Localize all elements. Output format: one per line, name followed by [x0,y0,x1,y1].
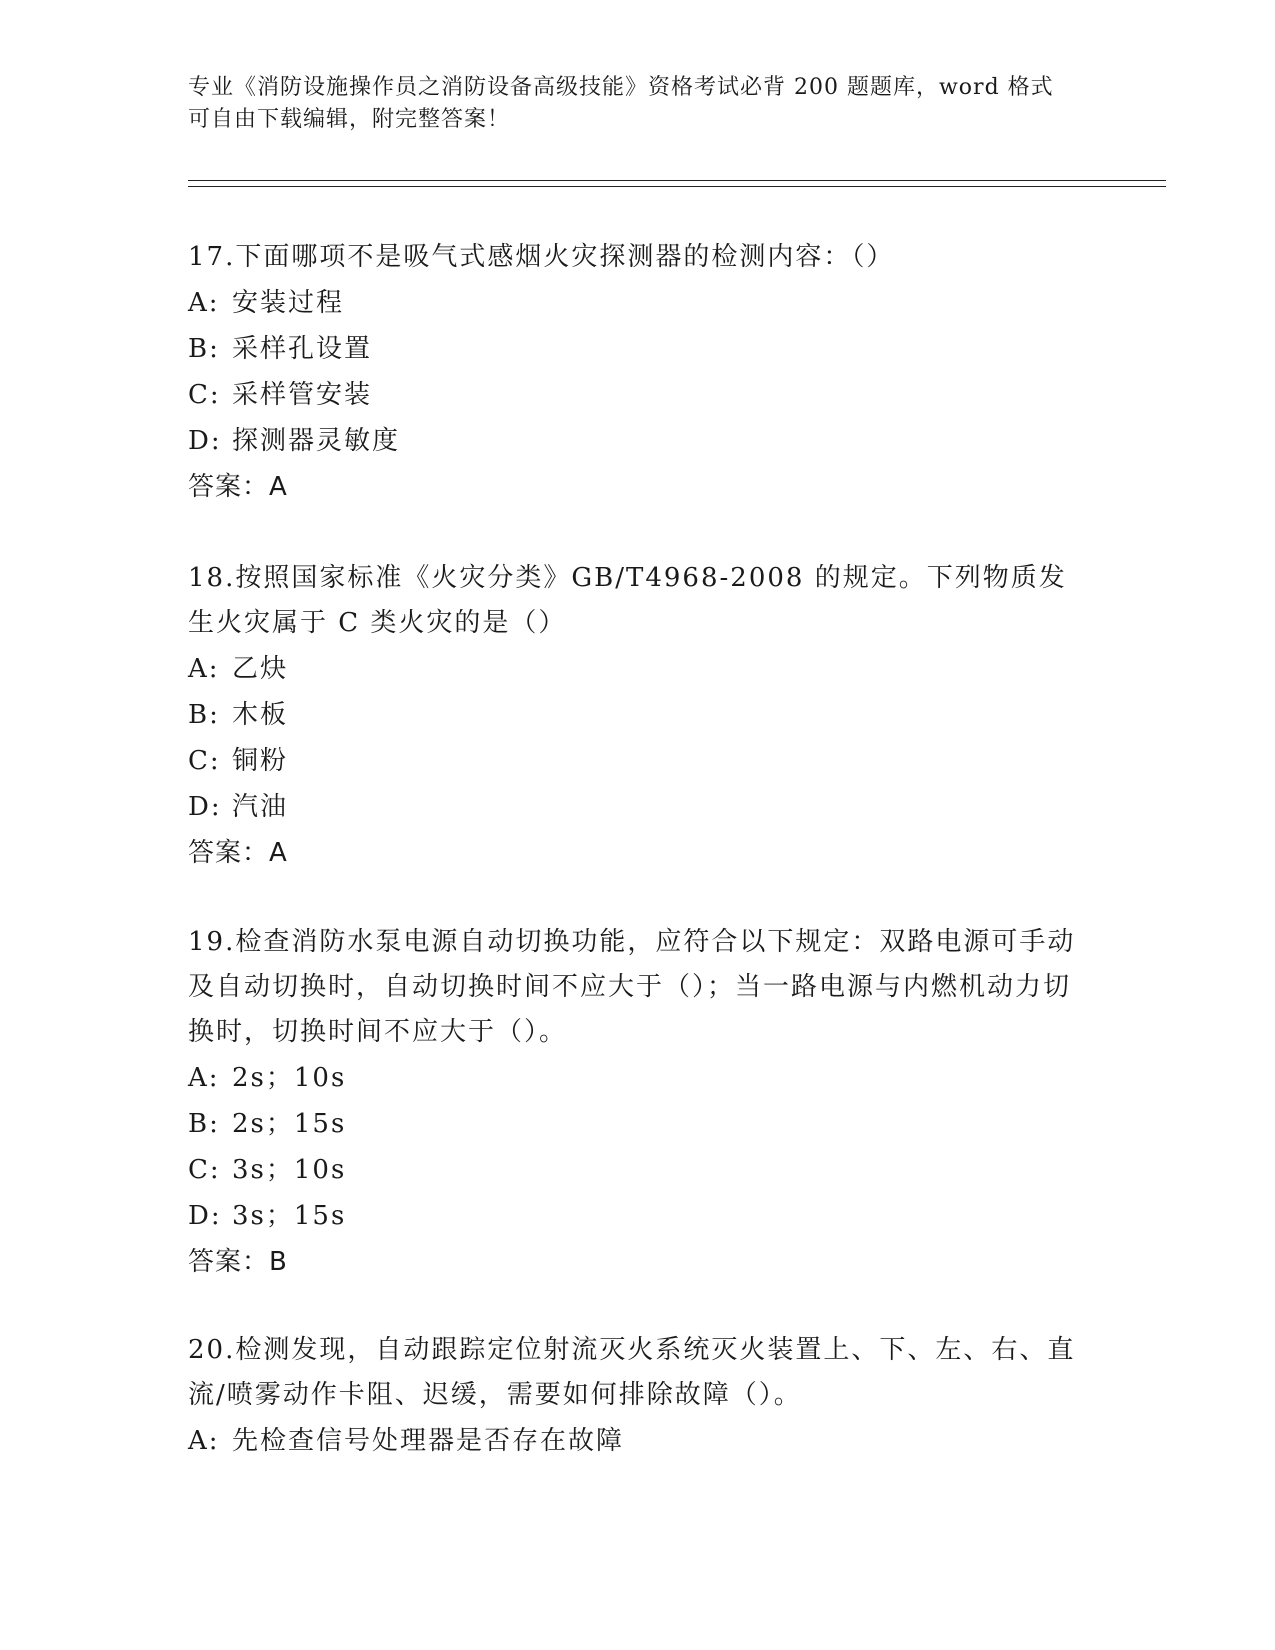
option-letter: A: [188,1426,220,1456]
option-b [188,692,1088,738]
option-d [188,418,1088,464]
option-text: 采样孔设置 [232,334,373,364]
option-letter: D: [188,1201,222,1231]
option-text: 2s；15s [232,1109,347,1139]
option-letter: A: [188,1063,220,1093]
option-letter: D: [188,426,222,456]
option-letter: C: [188,380,221,410]
question-stem: 19.检查消防水泵电源自动切换功能，应符合以下规定：双路电源可手动及自动切换时，自动切换时间不应大于（）；当一路电源与内燃机动力切换时，切换时间不应大于（）。 [188,927,1076,1047]
answer-line: 答案：A [188,838,288,868]
option-letter: B: [188,700,220,730]
option-text: 2s；10s [232,1063,347,1093]
option-letter: A: [188,288,220,318]
option-a [188,1418,1088,1464]
option-text: 木板 [232,700,289,730]
option-letter: B: [188,1109,220,1139]
option-letter: C: [188,1155,221,1185]
option-a [188,280,1088,326]
document-intro: 专业《消防设施操作员之消防设备高级技能》资格考试必背 200 题题库，word 格式可自由下载编辑，附完整答案！ [188,75,1054,132]
answer-line: 答案：B [188,1247,288,1277]
option-text: 3s；10s [232,1155,347,1185]
option-text: 3s；15s [232,1201,347,1231]
option-b [188,1101,1088,1147]
question-18 [188,556,1088,876]
header-divider-bottom [188,186,1166,187]
option-d [188,784,1088,830]
option-text: 汽油 [232,792,289,822]
option-b [188,326,1088,372]
question-20 [188,1328,1088,1464]
option-letter: C: [188,746,221,776]
option-text: 乙炔 [232,654,289,684]
option-text: 探测器灵敏度 [232,426,401,456]
question-19 [188,920,1088,1285]
option-letter: B: [188,334,220,364]
question-stem: 20.检测发现，自动跟踪定位射流灭火系统灭火装置上、下、左、右、直流/喷雾动作卡阻、迟缓，需要如何排除故障（）。 [188,1335,1076,1410]
question-stem: 18.按照国家标准《火灾分类》GB/T4968-2008 的规定。下列物质发生火灾属于 C 类火灾的是（） [188,563,1067,638]
option-letter: A: [188,654,220,684]
option-a [188,646,1088,692]
option-d [188,1193,1088,1239]
option-text: 先检查信号处理器是否存在故障 [232,1426,625,1456]
option-text: 采样管安装 [232,380,373,410]
option-text: 安装过程 [232,288,345,318]
option-c [188,1147,1088,1193]
header-divider-top [188,180,1166,181]
option-letter: D: [188,792,222,822]
option-c [188,372,1088,418]
option-a [188,1055,1088,1101]
option-c [188,738,1088,784]
question-17 [188,235,1088,510]
answer-line: 答案：A [188,472,288,502]
option-text: 铜粉 [232,746,289,776]
question-stem: 17.下面哪项不是吸气式感烟火灾探测器的检测内容：（） [188,242,895,272]
